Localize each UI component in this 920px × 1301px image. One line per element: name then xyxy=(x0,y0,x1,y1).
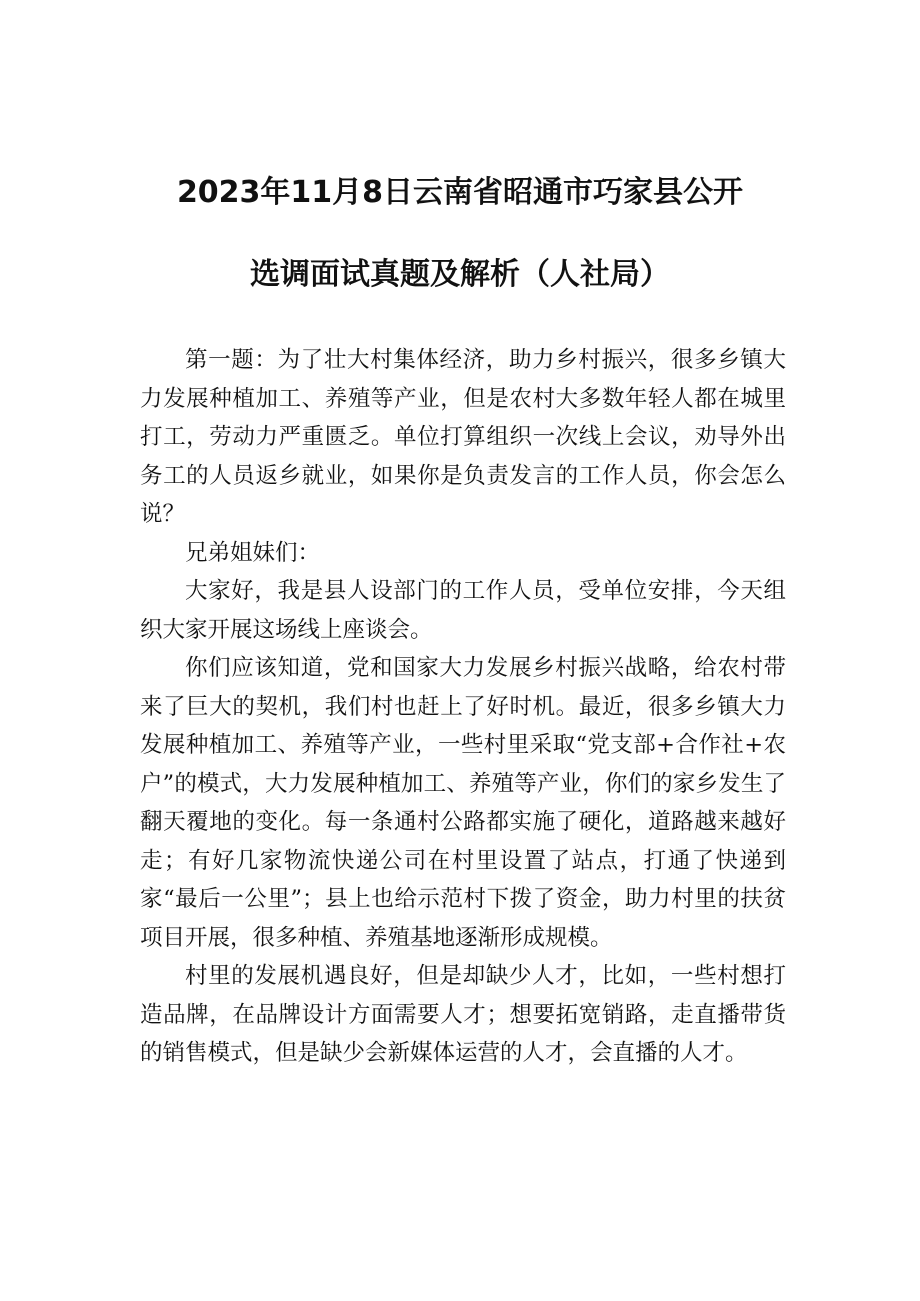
title-line-1: 2023年11月8日云南省昭通市巧家县公开 xyxy=(176,175,744,210)
background-paragraph: 你们应该知道，党和国家大力发展乡村振兴战略，给农村带来了巨大的契机，我们村也赶上了好时机。最近，很多乡镇大力发展种植加工、养殖等产业，一些村里采取“党支部+合作社+农户”的模式，大力发展种植加工、养殖等产业，你们的家乡发生了翻天覆地的变化。每一条通村公路都实施了硬化，道路越来越好走；有好几家物流快递公司在村里设置了站点，打通了快递到家“最后一公里”；县上也给示范村下拨了资金，助力村里的扶贫项目开展，很多种植、养殖基地逐渐形成规模。 xyxy=(140,655,786,951)
title-line-2: 选调面试真题及解析（人社局） xyxy=(250,257,670,292)
question-paragraph: 第一题：为了壮大村集体经济，助力乡村振兴，很多乡镇大力发展种植加工、养殖等产业，但是农村大多数年轻人都在城里打工，劳动力严重匮乏。单位打算组织一次线上会议，劝导外出务工的人员返乡就业，如果你是负责发言的工作人员，你会怎么说？ xyxy=(140,347,786,527)
greeting-paragraph: 大家好，我是县人设部门的工作人员，受单位安排，今天组织大家开展这场线上座谈会。 xyxy=(140,578,786,643)
salutation-paragraph: 兄弟姐妹们： xyxy=(185,539,321,566)
talent-paragraph: 村里的发展机遇良好，但是却缺少人才，比如，一些村想打造品牌，在品牌设计方面需要人才；想要拓宽销路，走直播带货的销售模式，但是缺少会新媒体运营的人才，会直播的人才。 xyxy=(140,963,786,1066)
document-title xyxy=(100,175,820,292)
document-body xyxy=(140,341,786,1073)
